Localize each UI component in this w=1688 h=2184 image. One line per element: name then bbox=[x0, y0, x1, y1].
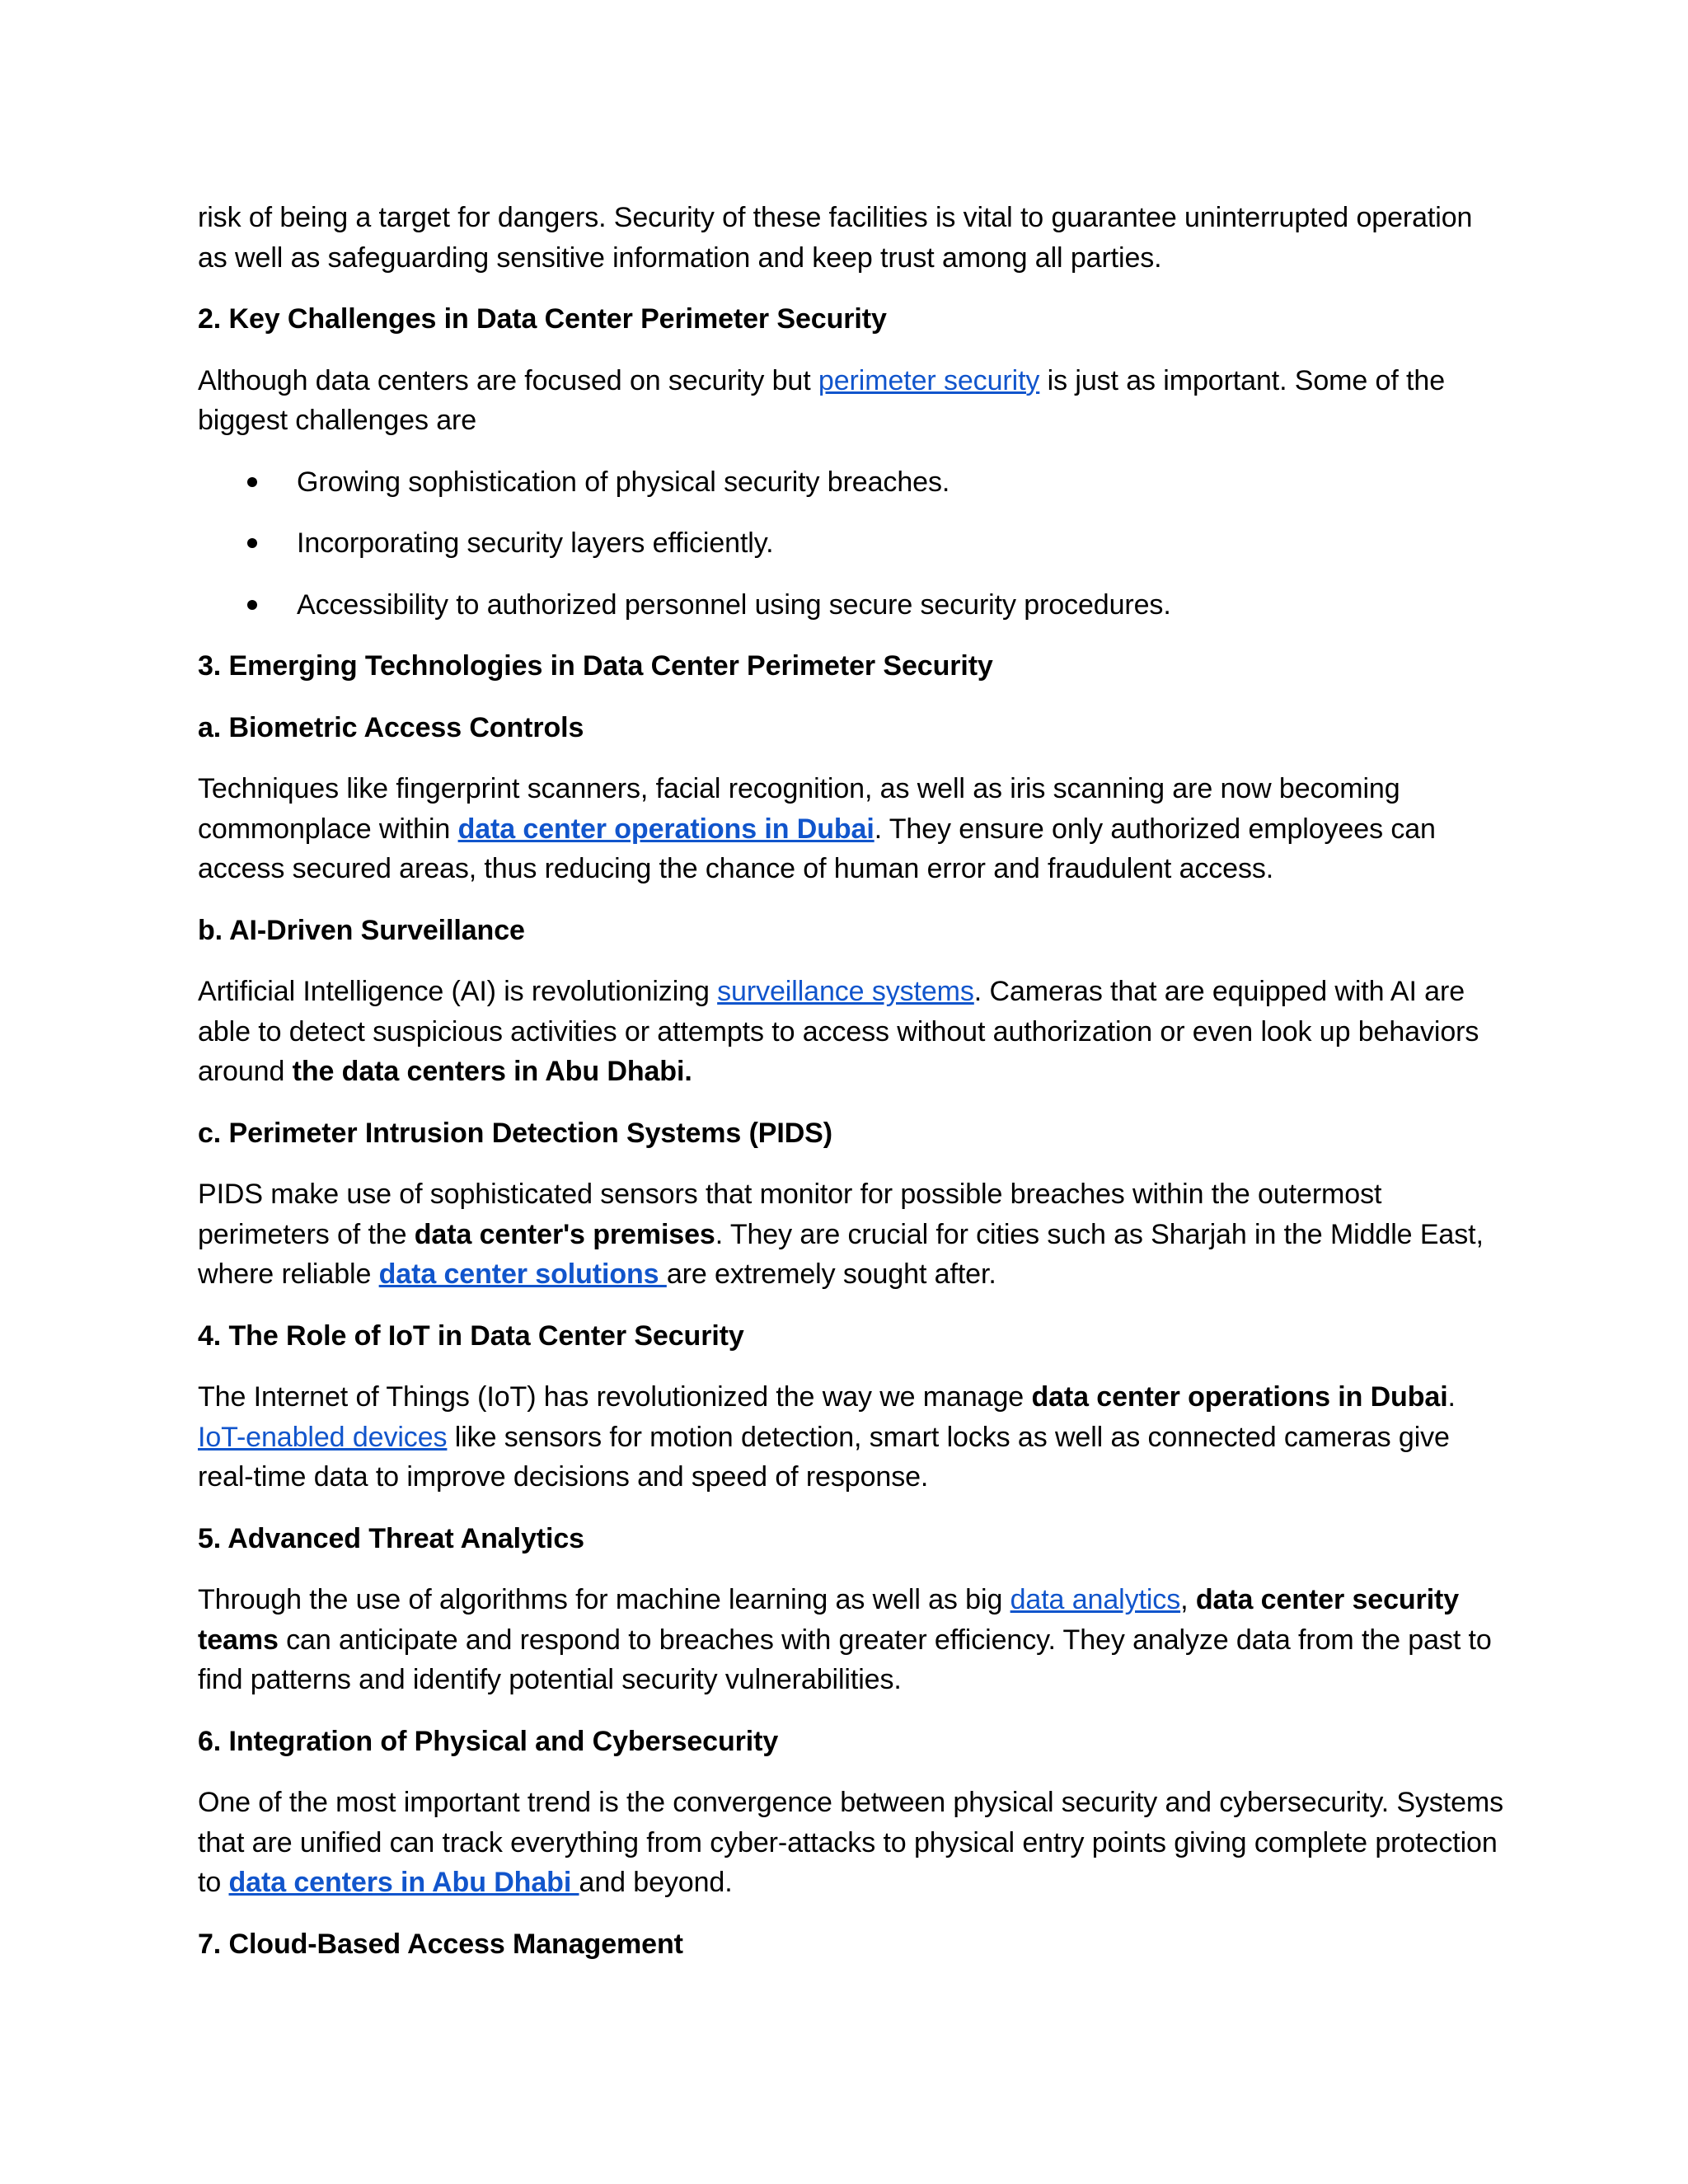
data-center-solutions-link[interactable]: data center solutions bbox=[378, 1258, 667, 1290]
section-4-text-middle: . bbox=[1447, 1381, 1456, 1413]
section-3b-paragraph bbox=[198, 972, 1508, 1092]
section-5-paragraph bbox=[198, 1580, 1508, 1700]
bullet-icon bbox=[247, 477, 257, 487]
section-5-bold-text: data center security teams bbox=[198, 1584, 1460, 1656]
section-3-heading: 3. Emerging Technologies in Data Center Perimeter Security bbox=[198, 650, 993, 682]
section-3c-text-before: PIDS make use of sophisticated sensors that monitor for possible breaches within the outermost perimeters of the bbox=[198, 1179, 1382, 1250]
section-3a-text-before: Techniques like fingerprint scanners, facial recognition, as well as iris scanning are now becoming commonplace within bbox=[198, 773, 1400, 845]
section-2-text-after: is just as important. Some of the biggest challenges are bbox=[198, 364, 1446, 436]
surveillance-systems-link[interactable]: surveillance systems bbox=[717, 976, 974, 1007]
list-item-text: Incorporating security layers efficiently. bbox=[297, 527, 774, 559]
section-3c-bold-text: data center's premises bbox=[414, 1218, 715, 1250]
section-3b-heading: b. AI-Driven Surveillance bbox=[198, 914, 525, 946]
challenges-list bbox=[198, 462, 1508, 626]
section-4-text-after: like sensors for motion detection, smart locks as well as connected cameras give real-time data to improve decisions and speed of response. bbox=[198, 1421, 1450, 1493]
list-item-text: Growing sophistication of physical security breaches. bbox=[297, 466, 950, 498]
section-3a-paragraph bbox=[198, 769, 1508, 889]
section-7-heading: 7. Cloud-Based Access Management bbox=[198, 1928, 683, 1960]
section-5-text-middle: , bbox=[1180, 1584, 1196, 1615]
section-2-heading: 2. Key Challenges in Data Center Perimeter Security bbox=[198, 303, 887, 335]
data-analytics-link[interactable]: data analytics bbox=[1010, 1584, 1181, 1615]
data-center-operations-dubai-link[interactable]: data center operations in Dubai bbox=[457, 813, 874, 845]
section-3a-heading: a. Biometric Access Controls bbox=[198, 711, 584, 743]
list-item bbox=[198, 462, 1508, 503]
section-4-bold-text: data center operations in Dubai bbox=[1031, 1381, 1448, 1413]
section-3c-heading: c. Perimeter Intrusion Detection Systems (PIDS) bbox=[198, 1117, 832, 1149]
section-2-text-before: Although data centers are focused on security but bbox=[198, 364, 818, 396]
section-4-text-before: The Internet of Things (IoT) has revolutionized the way we manage bbox=[198, 1381, 1032, 1413]
section-3b-bold-text: the data centers in Abu Dhabi. bbox=[292, 1056, 692, 1087]
section-6-text-after: and beyond. bbox=[579, 1867, 733, 1898]
section-4-paragraph bbox=[198, 1377, 1508, 1497]
document-body bbox=[198, 198, 1508, 1985]
section-6-text-before: One of the most important trend is the convergence between physical security and cybersecurity. Systems that are unified can track everything from cyber-attacks to physical entry points giving complete protection to bbox=[198, 1787, 1504, 1898]
section-6-heading: 6. Integration of Physical and Cybersecurity bbox=[198, 1725, 779, 1757]
section-3c-text-middle: . They are crucial for cities such as Sharjah in the Middle East, where reliable bbox=[198, 1218, 1484, 1290]
section-3a-text-after: . They ensure only authorized employees can access secured areas, thus reducing the chance of human error and fraudulent access. bbox=[198, 813, 1436, 884]
list-item bbox=[198, 585, 1508, 626]
section-5-text-after: can anticipate and respond to breaches with greater efficiency. They analyze data from the past to find patterns and identify potential security vulnerabilities. bbox=[198, 1624, 1492, 1695]
intro-paragraph: risk of being a target for dangers. Security of these facilities is vital to guarantee uninterrupted operation as well as safeguarding sensitive information and keep trust among all parties. bbox=[198, 202, 1473, 274]
list-item bbox=[198, 523, 1508, 564]
section-3b-text-middle: . Cameras that are equipped with AI are able to detect suspicious activities or attempts to access without authorization or even look up behaviors around bbox=[198, 976, 1479, 1087]
data-centers-abu-dhabi-link[interactable]: data centers in Abu Dhabi bbox=[228, 1867, 579, 1898]
section-2-paragraph bbox=[198, 361, 1508, 441]
perimeter-security-link[interactable]: perimeter security bbox=[818, 364, 1040, 396]
section-5-heading: 5. Advanced Threat Analytics bbox=[198, 1522, 584, 1554]
section-4-heading: 4. The Role of IoT in Data Center Security bbox=[198, 1319, 744, 1352]
bullet-icon bbox=[247, 538, 257, 548]
section-3b-text-before: Artificial Intelligence (AI) is revolutionizing bbox=[198, 976, 718, 1007]
bullet-icon bbox=[247, 600, 257, 610]
section-3c-paragraph bbox=[198, 1174, 1508, 1295]
section-6-paragraph bbox=[198, 1783, 1508, 1903]
section-3c-text-after: are extremely sought after. bbox=[666, 1258, 996, 1290]
section-5-text-before: Through the use of algorithms for machine learning as well as big bbox=[198, 1584, 1010, 1615]
iot-enabled-devices-link[interactable]: IoT-enabled devices bbox=[198, 1421, 448, 1453]
list-item-text: Accessibility to authorized personnel using secure security procedures. bbox=[297, 588, 1171, 621]
